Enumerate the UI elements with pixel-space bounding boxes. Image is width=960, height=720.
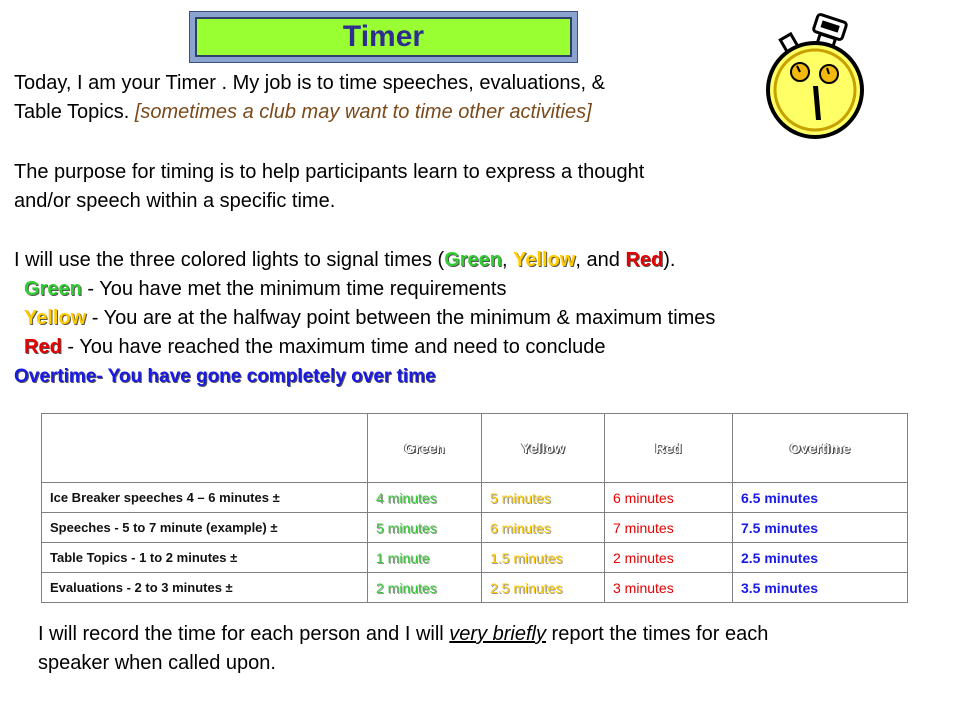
green-desc-text: - You have met the minimum time requirements	[81, 278, 507, 300]
intro-line-1: Today, I am your Timer . My job is to time speeches, evaluations, &	[14, 72, 605, 94]
intro-line-2-text: Table Topics.	[14, 101, 135, 123]
cell-green: 5 minutes	[368, 513, 482, 543]
cell-overtime: 3.5 minutes	[733, 573, 908, 603]
cell-yellow: 1.5 minutes	[482, 543, 605, 573]
row-label: Evaluations - 2 to 3 minutes ±	[42, 573, 368, 603]
header-green: Green	[368, 414, 482, 483]
table-row	[42, 513, 908, 543]
page-title: Timer	[342, 20, 425, 53]
lights-intro-comma: ,	[502, 249, 514, 271]
lights-intro-yellow: Yellow	[513, 249, 576, 271]
cell-red: 3 minutes	[605, 573, 733, 603]
lights-intro-red: Red	[625, 249, 664, 271]
lights-intro	[14, 246, 914, 275]
cell-yellow: 2.5 minutes	[482, 573, 605, 603]
row-label: Ice Breaker speeches 4 – 6 minutes ±	[42, 483, 368, 513]
intro-note: [sometimes a club may want to time other activities]	[134, 101, 592, 123]
cell-yellow: 6 minutes	[482, 513, 605, 543]
table-row	[42, 573, 908, 603]
intro-paragraph	[14, 69, 754, 127]
red-desc-text: - You have reached the maximum time and need to conclude	[61, 336, 606, 358]
stopwatch-icon	[755, 12, 875, 140]
overtime-description: Overtime- You have gone completely over time	[14, 366, 436, 387]
cell-overtime: 7.5 minutes	[733, 513, 908, 543]
cell-overtime: 6.5 minutes	[733, 483, 908, 513]
lights-intro-suffix: ).	[663, 249, 676, 271]
yellow-description	[14, 304, 914, 333]
table-header-row	[42, 414, 908, 483]
closing-suffix: report the times for each	[546, 623, 769, 645]
cell-green: 2 minutes	[368, 573, 482, 603]
table-row	[42, 543, 908, 573]
closing-line-1	[38, 620, 938, 649]
closing-prefix: I will record the time for each person and I will	[38, 623, 450, 645]
header-overtime: Overtime	[733, 414, 908, 483]
cell-green: 1 minute	[368, 543, 482, 573]
cell-yellow: 5 minutes	[482, 483, 605, 513]
row-label: Table Topics - 1 to 2 minutes ±	[42, 543, 368, 573]
purpose-paragraph	[14, 158, 814, 216]
lights-intro-and: , and	[575, 249, 626, 271]
cell-red: 7 minutes	[605, 513, 733, 543]
table-header-empty	[42, 414, 368, 483]
purpose-line-1: The purpose for timing is to help participants learn to express a thought	[14, 161, 645, 183]
closing-paragraph	[38, 620, 938, 678]
lights-intro-green: Green	[444, 249, 503, 271]
intro-line-2	[14, 98, 754, 127]
cell-green: 4 minutes	[368, 483, 482, 513]
header-red: Red	[605, 414, 733, 483]
green-description	[14, 275, 914, 304]
purpose-line-2: and/or speech within a specific time.	[14, 190, 336, 212]
cell-red: 2 minutes	[605, 543, 733, 573]
lights-paragraph	[14, 246, 914, 391]
closing-line-2: speaker when called upon.	[38, 652, 276, 674]
yellow-label: Yellow	[24, 307, 87, 329]
yellow-desc-text: - You are at the halfway point between the minimum & maximum times	[86, 307, 716, 329]
cell-overtime: 2.5 minutes	[733, 543, 908, 573]
title-banner	[189, 11, 578, 63]
red-label: Red	[24, 336, 62, 358]
title-banner-inner	[195, 17, 572, 57]
table-row	[42, 483, 908, 513]
lights-intro-prefix: I will use the three colored lights to signal times (	[14, 249, 445, 271]
header-yellow: Yellow	[482, 414, 605, 483]
closing-emphasis: very briefly	[449, 623, 546, 645]
row-label: Speeches - 5 to 7 minute (example) ±	[42, 513, 368, 543]
timing-table	[41, 413, 908, 603]
red-description	[14, 333, 914, 362]
cell-red: 6 minutes	[605, 483, 733, 513]
green-label: Green	[24, 278, 82, 300]
